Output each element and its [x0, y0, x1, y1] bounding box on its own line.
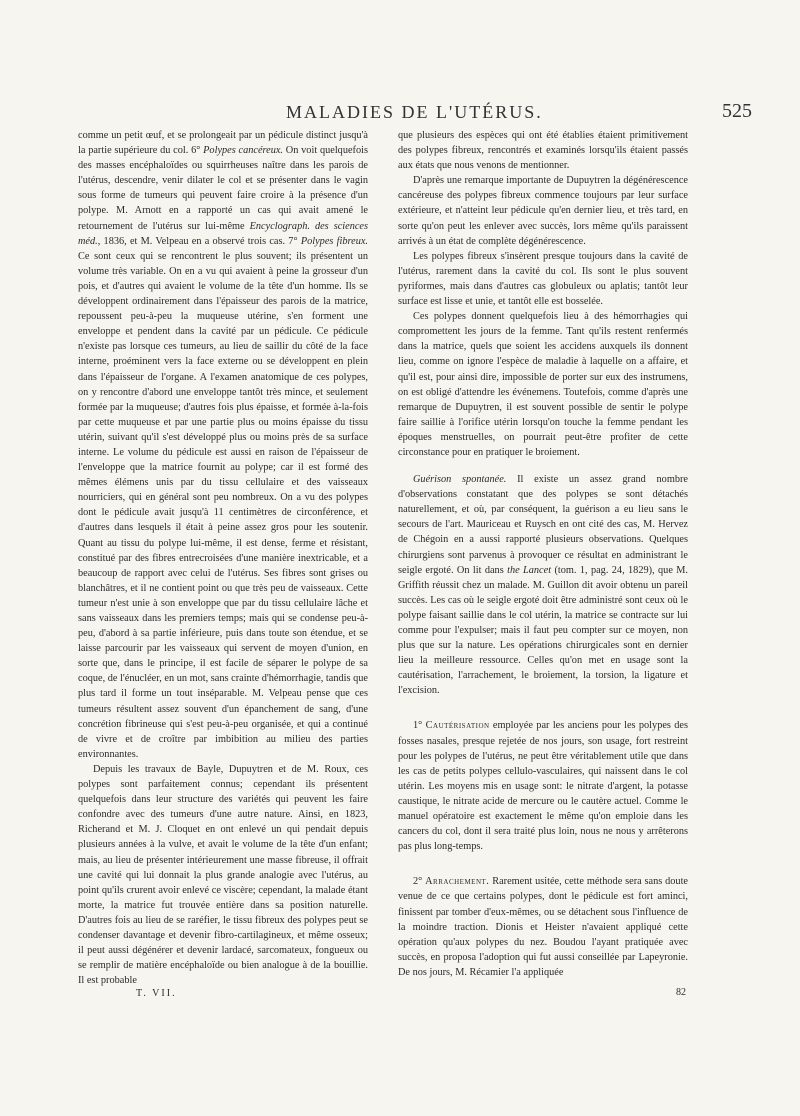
page-number: 525 [722, 100, 752, 122]
signature-mark: T. VII. [136, 988, 177, 999]
right-paragraph-3: Les polypes fibreux s'insèrent presque toujours dans la cavité de l'utérus, rarement dans la cavité du col. Ils sont le plus souvent pyriformes, mais dans d'autres cas globuleux ou aplatis; tantôt leur surface est lisse et unie, et tantôt elle est bosselée. [398, 250, 688, 308]
signature-number: 82 [676, 987, 686, 998]
right-paragraph-2: D'après une remarque importante de Dupuytren la dégénérescence cancéreuse des polypes fibreux commence toujours par leur surface extérieure, et n'atteint leur pédicule qu'en dernier lieu, et très tard, en sorte qu'on peut les enlever avec succès, lors même qu'ils paraissent arrivés à un état de complète dégénérescence. [398, 175, 688, 247]
running-header-title: MALADIES DE L'UTÉRUS. [286, 102, 543, 122]
left-paragraph-2: Depuis les travaux de Bayle, Dupuytren et de M. Roux, ces polypes sont parfaitement connus; cependant ils présentent quelquefois dans leur structure des variétés qui peuvent les faire confondre avec des tumeurs d'une autre nature. Ainsi, en 1823, Richerand et M. J. Cloquet en ont enlevé un qui pendait depuis plusieurs années à la vulve, et avait le volume de la tête d'un enfant; mais, au lieu de présenter intérieurement une masse fibreuse, il offrait une cavité qui lui donnait la plus grande analogie avec l'utérus, au point qu'ils crurent avoir enlevé ce viscère; cependant, la malade étant morte, la matrice fut trouvée entière dans sa position naturelle. D'autres fois au lieu de se raréfier, le tissu fibreux des polypes peut se condenser davantage et devenir fibro-cartilagineux, et même osseux; il peut aussi dégénérer et devenir lardacé, sarcomateux, fongueux ou se remplir de matière encéphaloïde ou bien analogue à de la bouillie. Il est probable [78, 763, 368, 987]
right-paragraph-4: Ces polypes donnent quelquefois lieu à des hémorrhagies qui compromettent les jours de la femme. Tant qu'ils restent renfermés dans la matrice, quels que soient les accidens auxquels ils donnent lieu, comme on ignore l'espèce de maladie à laquelle on a affaire, et qu'il est, pour ainsi dire, impossible de porter sur eux des instrumens, on est obligé d'attendre les événemens. Toutefois, comme d'après une remarque de Dupuytren, il est souvent possible de sentir le polype faire saillie à l'orifice utérin lorsqu'on touche la femme pendant les époques menstruelles, on pourrait peut-être profiter de cette circonstance pour en pratiquer le broiement. [398, 311, 688, 458]
cauterisation-paragraph: 1° Cautérisation employée par les anciens pour les polypes des fosses nasales, presque rejetée de nos jours, son usage, fort restreint pour les polypes de l'utérus, ne peut être véritablement utile que dans les cas de petits polypes cellulo-vasculaires, qui naissent dans le col utérin. Les moyens mis en usage sont: le nitrate d'argent, la potasse caustique, le nitrate acide de mercure ou le cautère actuel. Comme le manuel opératoire est exactement le même qu'on emploie dans les cancers du col, dont il sera traité plus loin, nous ne nous y arrêterons pas plus long-temps. [398, 720, 689, 853]
left-text-column [78, 128, 368, 988]
right-paragraph-1: que plusieurs des espèces qui ont été établies étaient primitivement des polypes fibreux, rencontrés et examinés lorsqu'ils étaient passés aux états que nous venons de mentionner. [398, 130, 688, 172]
right-paragraph-5: Guérison spontanée. Il existe un assez grand nombre d'observations constatant que des polypes se sont détachés naturellement, et où, par conséquent, la guérison a eu lieu sans le secours de l'art. Mauriceau et Ruysch en ont cité des cas, M. Hervez de Chégoin en a aussi rapporté plusieurs observations. Quelques chirurgiens sont parvenus à provoquer ce résultat en administrant le seigle ergoté. On lit dans the Lancet (tom. 1, pag. 24, 1829), que M. Griffith réussit chez un malade. M. Guillon dit avoir obtenu un pareil succès. Les cas où le seigle ergoté doit être administré sont ceux où le polype faisant saillie dans le col utérin, la matrice se contracte sur lui comme pour l'expulser; mais il faut peu compter sur ce moyen, non plus que sur la nature. Les opérations chirurgicales sont en dernier lieu la meilleure ressource. Celles qu'on met en usage sont la cautérisation, l'arrachement, le broiement, la torsion, la ligature et l'excision. [398, 474, 688, 697]
right-text-column [398, 128, 688, 980]
arrachement-paragraph: 2° Arrachement. Rarement usitée, cette méthode sera sans doute venue de ce que certains polypes, dont le pédicule est fort aminci, finissent par tomber d'eux-mêmes, ou se détachent sous l'influence de la moindre traction. Dionis et Heister n'avaient appliqué cette opération qu'aux polypes du nez. Boudou l'ayant pratiquée avec succès, en proposa l'adoption qui fut aussi conseillée par Lapeyronie. De nos jours, M. Récamier l'a appliquée [398, 876, 689, 978]
left-paragraph-1: comme un petit œuf, et se prolongeait par un pédicule distinct jusqu'à la partie supérieure du col. 6° Polypes cancéreux. On voit quelquefois des masses encéphaloïdes ou squirrheuses naître dans les parois de l'utérus, descendre, venir dilater le col et se présenter dans le vagin sous forme de tumeurs qui peuvent faire croire à la présence d'un polype. M. Arnott en a rapporté un cas qui avait amené le retournement de l'utérus sur lui-même Encyclograph. des sciences méd., 1836, et M. Velpeau en a observé trois cas. 7° Polypes fibreux. Ce sont ceux qui se rencontrent le plus souvent; ils présentent un volume très variable. On en a vu qui avaient à peine la grosseur d'un pois, et d'autres qui avaient le volume de la tête d'un homme. Ils se développent ordinairement dans l'épaisseur des parois de la matrice, repoussent peu-à-peu la muqueuse utérine, s'en forment une enveloppe et pendent dans la cavité par un pédicule. Ce pédicule n'existe pas lorsque ces tumeurs, au lieu de saillir du côté de la face interne, proéminent vers la face externe ou se développent en plein dans l'épaisseur de l'organe. A l'examen anatomique de ces polypes, on y rencontre d'abord une enveloppe tantôt très mince, et seulement formée par la muqueuse; d'autres fois plus épaisse, et formée à-la-fois par cette muqueuse et par une partie plus ou moins épaisse du tissu utérin, suivant qu'il s'est développé plus ou moins près de sa surface interne. Le volume du pédicule est aussi en raison de l'épaisseur de l'enveloppe que la matrice fournit au polype; car il est formé des mêmes élémens unis par du tissu cellulaire et des vaisseaux nourriciers, qui en général sont peu nombreux. On a vu des polypes dont le pédicule avait jusqu'à 11 centimètres de circonférence, et d'autres dans lesquels il était à peine assez gros pour les soutenir. Quant au tissu du polype lui-même, il est dense, ferme et résistant, constitué par des fibres entrecroisées d'une manière inextricable, et a beaucoup de rapport avec celui de l'utérus. Ses fibres sont grises ou blanchâtres, et il ne contient point ou que très peu de vaisseaux. Cette tumeur n'est unie à son enveloppe que par du tissu cellulaire lâche et sans vaisseaux dans les premiers temps; mais qui se condense peu-à-peu, d'abord à sa partie inférieure, puis dans toute son étendue, et se laisse parcourir par les vaisseaux qui servent de moyen d'union, en sorte que, dans le principe, il est facile de séparer le polype de sa coque, de l'énucléer, en un mot, sans crainte d'hémorrhagie, tandis que plus tard il forme un tout inséparable. M. Velpeau pense que ces tumeurs résultent assez souvent d'un épanchement de sang, d'une concrétion fibrineuse qui s'est peu-à-peu organisée, et qui a continué de vivre et de croître par imbibition au milieu des parties environnantes. [78, 130, 369, 760]
